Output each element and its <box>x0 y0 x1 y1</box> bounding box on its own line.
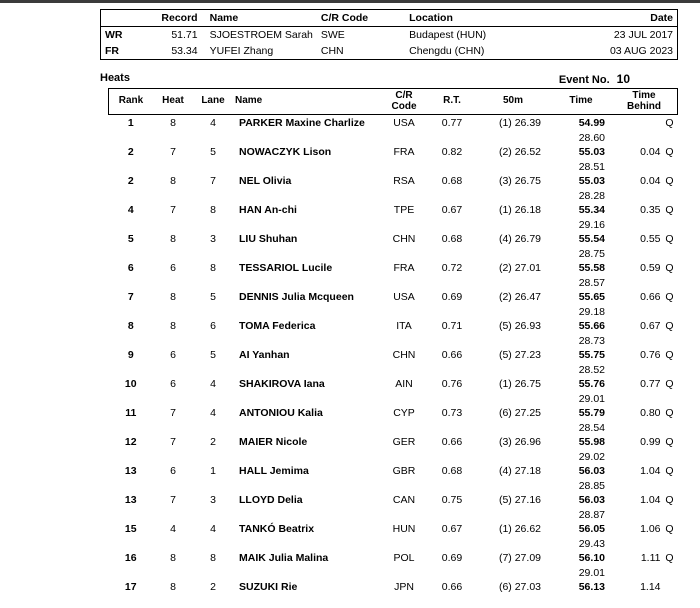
swimmer-name-cell: PARKER Maxine Charlize <box>233 115 379 145</box>
swimmer-name-cell: HALL Jemima <box>233 463 379 492</box>
swimmer-name-cell: SUZUKI Rie <box>233 579 379 608</box>
results-table-body <box>109 115 678 608</box>
results-table-container <box>108 88 678 608</box>
lane-cell: 7 <box>193 173 233 202</box>
heat-cell: 8 <box>153 231 193 260</box>
time-behind-cell <box>611 347 678 376</box>
table-row[interactable] <box>109 550 678 579</box>
country-code-cell: GER <box>379 434 429 463</box>
country-code-cell: POL <box>379 550 429 579</box>
record-name: YUFEI Zhang <box>206 43 317 60</box>
swimmer-name-cell: ANTONIOU Kalia <box>233 405 379 434</box>
record-location: Chengdu (CHN) <box>405 43 569 60</box>
lane-cell: 4 <box>193 376 233 405</box>
country-code-cell: GBR <box>379 463 429 492</box>
swimmer-name-cell: MAIER Nicole <box>233 434 379 463</box>
time-behind-value: 0.55 <box>635 231 661 248</box>
rank-cell: 9 <box>109 347 154 376</box>
country-code-cell: HUN <box>379 521 429 550</box>
time-behind-value: 0.80 <box>635 405 661 422</box>
time-behind-cell <box>611 289 678 318</box>
split-50m-cell: (5) 27.16 <box>475 492 551 521</box>
time-behind-value: 0.35 <box>635 202 661 219</box>
time-behind-value: 0.99 <box>635 434 661 451</box>
swimmer-name-cell: TOMA Federica <box>233 318 379 347</box>
time-behind-cell <box>611 405 678 434</box>
results-header-behind-line2: Behind <box>627 101 661 112</box>
split-50m-cell: (1) 26.18 <box>475 202 551 231</box>
heats-label: Heats <box>100 72 130 84</box>
records-table-head <box>101 10 678 27</box>
heat-cell: 8 <box>153 318 193 347</box>
results-header-time-behind <box>611 89 678 115</box>
final-time-cell: 56.13 <box>551 579 611 608</box>
rank-cell: 8 <box>109 318 154 347</box>
split-50m-cell: (4) 26.79 <box>475 231 551 260</box>
country-code-cell: USA <box>379 115 429 145</box>
records-header-name: Name <box>206 10 317 27</box>
event-number: 10 <box>617 72 630 86</box>
country-code-cell: RSA <box>379 173 429 202</box>
reaction-time-cell: 0.66 <box>429 347 475 376</box>
results-header-row <box>109 89 678 115</box>
record-time: 53.34 <box>141 43 206 60</box>
qualification-marker: Q <box>661 144 674 161</box>
rank-cell: 4 <box>109 202 154 231</box>
qualification-marker: Q <box>661 550 674 567</box>
final-time-cell: 55.76 29.01 <box>551 376 611 405</box>
records-header-code: C/R Code <box>317 10 405 27</box>
swimmer-name-cell: LIU Shuhan <box>233 231 379 260</box>
table-row[interactable] <box>109 260 678 289</box>
rank-cell: 11 <box>109 405 154 434</box>
lane-cell: 2 <box>193 434 233 463</box>
qualification-marker: Q <box>661 260 674 277</box>
table-row <box>101 43 678 60</box>
country-code-cell: USA <box>379 289 429 318</box>
country-code-cell: CHN <box>379 347 429 376</box>
final-time-cell: 55.54 28.75 <box>551 231 611 260</box>
final-time-cell: 55.75 28.52 <box>551 347 611 376</box>
country-code-cell: AIN <box>379 376 429 405</box>
split-50m-cell: (1) 26.75 <box>475 376 551 405</box>
time-behind-value: 1.14 <box>635 579 661 596</box>
final-time-cell: 56.05 29.43 <box>551 521 611 550</box>
event-info <box>559 72 630 86</box>
table-row[interactable] <box>109 115 678 145</box>
qualification-marker: Q <box>661 405 674 422</box>
time-behind-cell <box>611 260 678 289</box>
swimmer-name-cell: LLOYD Delia <box>233 492 379 521</box>
records-table-body <box>101 27 678 60</box>
swimmer-name-cell: HAN An-chi <box>233 202 379 231</box>
final-time-cell: 54.99 28.60 <box>551 115 611 145</box>
reaction-time-cell: 0.68 <box>429 231 475 260</box>
heat-cell: 7 <box>153 144 193 173</box>
country-code-cell: JPN <box>379 579 429 608</box>
final-time-cell: 56.03 28.85 <box>551 463 611 492</box>
reaction-time-cell: 0.71 <box>429 318 475 347</box>
reaction-time-cell: 0.68 <box>429 173 475 202</box>
qualification-marker: Q <box>661 289 674 306</box>
table-row[interactable] <box>109 463 678 492</box>
swimmer-name-cell: DENNIS Julia Mcqueen <box>233 289 379 318</box>
lane-cell: 5 <box>193 289 233 318</box>
table-row[interactable] <box>109 202 678 231</box>
results-header-time: Time <box>551 89 611 115</box>
rank-cell: 10 <box>109 376 154 405</box>
heat-cell: 7 <box>153 405 193 434</box>
lane-cell: 6 <box>193 318 233 347</box>
reaction-time-cell: 0.77 <box>429 115 475 145</box>
swimmer-name-cell: NOWACZYK Lison <box>233 144 379 173</box>
time-behind-value: 0.04 <box>635 144 661 161</box>
time-behind-cell <box>611 521 678 550</box>
heat-cell: 7 <box>153 492 193 521</box>
table-row[interactable] <box>109 347 678 376</box>
table-row[interactable] <box>109 405 678 434</box>
country-code-cell: CHN <box>379 231 429 260</box>
record-location: Budapest (HUN) <box>405 27 569 44</box>
country-code-cell: FRA <box>379 260 429 289</box>
split-50m-cell: (3) 26.96 <box>475 434 551 463</box>
swimmer-name-cell: AI Yanhan <box>233 347 379 376</box>
split-50m-cell: (6) 27.03 <box>475 579 551 608</box>
rank-cell: 16 <box>109 550 154 579</box>
table-row[interactable] <box>109 492 678 521</box>
final-time-cell: 55.65 29.18 <box>551 289 611 318</box>
qualification-marker: Q <box>661 115 674 132</box>
lane-cell: 4 <box>193 521 233 550</box>
country-code-cell: CAN <box>379 492 429 521</box>
swimmer-name-cell: TANKÓ Beatrix <box>233 521 379 550</box>
record-tag: FR <box>101 43 141 60</box>
table-row[interactable] <box>109 579 678 608</box>
results-header-reaction-time: R.T. <box>429 89 475 115</box>
time-behind-value: 1.04 <box>635 463 661 480</box>
lane-cell: 3 <box>193 492 233 521</box>
record-code: CHN <box>317 43 405 60</box>
time-behind-cell <box>611 579 678 608</box>
final-time-cell: 55.34 29.16 <box>551 202 611 231</box>
table-row <box>101 27 678 44</box>
time-behind-cell <box>611 202 678 231</box>
reaction-time-cell: 0.69 <box>429 550 475 579</box>
qualification-marker: Q <box>661 492 674 509</box>
time-behind-value: 1.11 <box>635 550 661 567</box>
time-behind-cell <box>611 115 678 145</box>
final-time-cell: 55.98 29.02 <box>551 434 611 463</box>
time-behind-cell <box>611 550 678 579</box>
reaction-time-cell: 0.66 <box>429 434 475 463</box>
records-table <box>100 9 678 60</box>
rank-cell: 5 <box>109 231 154 260</box>
country-code-cell: TPE <box>379 202 429 231</box>
lane-cell: 5 <box>193 144 233 173</box>
lane-cell: 1 <box>193 463 233 492</box>
results-header-behind-line1: Time <box>632 90 655 101</box>
results-header-rank: Rank <box>109 89 154 115</box>
reaction-time-cell: 0.72 <box>429 260 475 289</box>
lane-cell: 4 <box>193 115 233 145</box>
split-50m-cell: (2) 26.47 <box>475 289 551 318</box>
records-header-record: Record <box>141 10 206 27</box>
swimmer-name-cell: NEL Olivia <box>233 173 379 202</box>
heat-cell: 8 <box>153 550 193 579</box>
records-header-row <box>101 10 678 27</box>
results-header-code <box>379 89 429 115</box>
table-row[interactable] <box>109 289 678 318</box>
heat-cell: 8 <box>153 289 193 318</box>
time-behind-value: 0.67 <box>635 318 661 335</box>
final-time-cell: 55.03 28.51 <box>551 144 611 173</box>
swimmer-name-cell: MAIK Julia Malina <box>233 550 379 579</box>
heat-cell: 7 <box>153 434 193 463</box>
table-row[interactable] <box>109 231 678 260</box>
split-50m-cell: (1) 26.62 <box>475 521 551 550</box>
rank-cell: 6 <box>109 260 154 289</box>
rank-cell: 15 <box>109 521 154 550</box>
heat-cell: 6 <box>153 463 193 492</box>
split-50m-cell: (5) 26.93 <box>475 318 551 347</box>
results-table <box>108 88 678 608</box>
table-row[interactable] <box>109 376 678 405</box>
table-row[interactable] <box>109 318 678 347</box>
final-time-cell: 56.10 29.01 <box>551 550 611 579</box>
record-name: SJOESTROEM Sarah <box>206 27 317 44</box>
heat-cell: 8 <box>153 579 193 608</box>
results-header-split-50m: 50m <box>475 89 551 115</box>
qualification-marker: Q <box>661 231 674 248</box>
results-header-name: Name <box>233 89 379 115</box>
record-tag: WR <box>101 27 141 44</box>
split-50m-cell: (5) 27.23 <box>475 347 551 376</box>
record-code: SWE <box>317 27 405 44</box>
swimmer-name-cell: TESSARIOL Lucile <box>233 260 379 289</box>
table-row[interactable] <box>109 173 678 202</box>
split-50m-cell: (3) 26.75 <box>475 173 551 202</box>
reaction-time-cell: 0.67 <box>429 521 475 550</box>
results-table-head <box>109 89 678 115</box>
heat-cell: 6 <box>153 260 193 289</box>
time-behind-cell <box>611 144 678 173</box>
rank-cell: 1 <box>109 115 154 145</box>
split-50m-cell: (2) 26.52 <box>475 144 551 173</box>
lane-cell: 4 <box>193 405 233 434</box>
final-time-cell: 55.58 28.57 <box>551 260 611 289</box>
time-behind-value: 0.76 <box>635 347 661 364</box>
final-time-cell: 56.03 28.87 <box>551 492 611 521</box>
reaction-time-cell: 0.76 <box>429 376 475 405</box>
split-50m-cell: (7) 27.09 <box>475 550 551 579</box>
qualification-marker: Q <box>661 347 674 364</box>
page-top-rule <box>0 0 700 3</box>
country-code-cell: FRA <box>379 144 429 173</box>
qualification-marker: Q <box>661 521 674 538</box>
record-date: 03 AUG 2023 <box>569 43 677 60</box>
heats-bar <box>100 72 678 86</box>
swimmer-name-cell: SHAKIROVA Iana <box>233 376 379 405</box>
lane-cell: 5 <box>193 347 233 376</box>
record-date: 23 JUL 2017 <box>569 27 677 44</box>
reaction-time-cell: 0.67 <box>429 202 475 231</box>
time-behind-cell <box>611 173 678 202</box>
qualification-marker: Q <box>661 173 674 190</box>
rank-cell: 13 <box>109 463 154 492</box>
rank-cell: 13 <box>109 492 154 521</box>
table-row[interactable] <box>109 144 678 173</box>
lane-cell: 8 <box>193 550 233 579</box>
country-code-cell: ITA <box>379 318 429 347</box>
lane-cell: 3 <box>193 231 233 260</box>
rank-cell: 12 <box>109 434 154 463</box>
heat-cell: 6 <box>153 347 193 376</box>
final-time-cell: 55.79 28.54 <box>551 405 611 434</box>
split-50m-cell: (6) 27.25 <box>475 405 551 434</box>
results-header-code-line2: Code <box>392 101 417 112</box>
reaction-time-cell: 0.66 <box>429 579 475 608</box>
final-time-cell: 55.03 28.28 <box>551 173 611 202</box>
heat-cell: 4 <box>153 521 193 550</box>
records-table-container <box>100 9 678 60</box>
qualification-marker: Q <box>661 463 674 480</box>
reaction-time-cell: 0.75 <box>429 492 475 521</box>
time-behind-cell <box>611 376 678 405</box>
heat-cell: 8 <box>153 173 193 202</box>
time-behind-cell <box>611 463 678 492</box>
record-time: 51.71 <box>141 27 206 44</box>
heat-cell: 8 <box>153 115 193 145</box>
qualification-marker: Q <box>661 318 674 335</box>
split-50m-cell: (1) 26.39 <box>475 115 551 145</box>
time-behind-value: 0.04 <box>635 173 661 190</box>
records-header-date: Date <box>569 10 677 27</box>
table-row[interactable] <box>109 434 678 463</box>
event-label: Event No. <box>559 74 610 86</box>
qualification-marker: Q <box>661 434 674 451</box>
qualification-marker: Q <box>661 376 674 393</box>
rank-cell: 17 <box>109 579 154 608</box>
country-code-cell: CYP <box>379 405 429 434</box>
reaction-time-cell: 0.68 <box>429 463 475 492</box>
time-behind-value: 1.06 <box>635 521 661 538</box>
reaction-time-cell: 0.69 <box>429 289 475 318</box>
table-row[interactable] <box>109 521 678 550</box>
split-50m-cell: (4) 27.18 <box>475 463 551 492</box>
time-behind-cell <box>611 434 678 463</box>
heat-cell: 7 <box>153 202 193 231</box>
results-header-code-line1: C/R <box>395 90 412 101</box>
qualification-marker: Q <box>661 202 674 219</box>
time-behind-value: 0.66 <box>635 289 661 306</box>
rank-cell: 2 <box>109 144 154 173</box>
results-header-lane: Lane <box>193 89 233 115</box>
time-behind-value: 0.77 <box>635 376 661 393</box>
final-time-cell: 55.66 28.73 <box>551 318 611 347</box>
time-behind-cell <box>611 492 678 521</box>
lane-cell: 8 <box>193 260 233 289</box>
reaction-time-cell: 0.73 <box>429 405 475 434</box>
records-header-location: Location <box>405 10 569 27</box>
time-behind-value: 1.04 <box>635 492 661 509</box>
lane-cell: 2 <box>193 579 233 608</box>
records-header-tag <box>101 10 141 27</box>
rank-cell: 7 <box>109 289 154 318</box>
rank-cell: 2 <box>109 173 154 202</box>
heat-cell: 6 <box>153 376 193 405</box>
lane-cell: 8 <box>193 202 233 231</box>
time-behind-value: 0.59 <box>635 260 661 277</box>
split-50m-cell: (2) 27.01 <box>475 260 551 289</box>
results-header-heat: Heat <box>153 89 193 115</box>
time-behind-cell <box>611 318 678 347</box>
time-behind-cell <box>611 231 678 260</box>
reaction-time-cell: 0.82 <box>429 144 475 173</box>
